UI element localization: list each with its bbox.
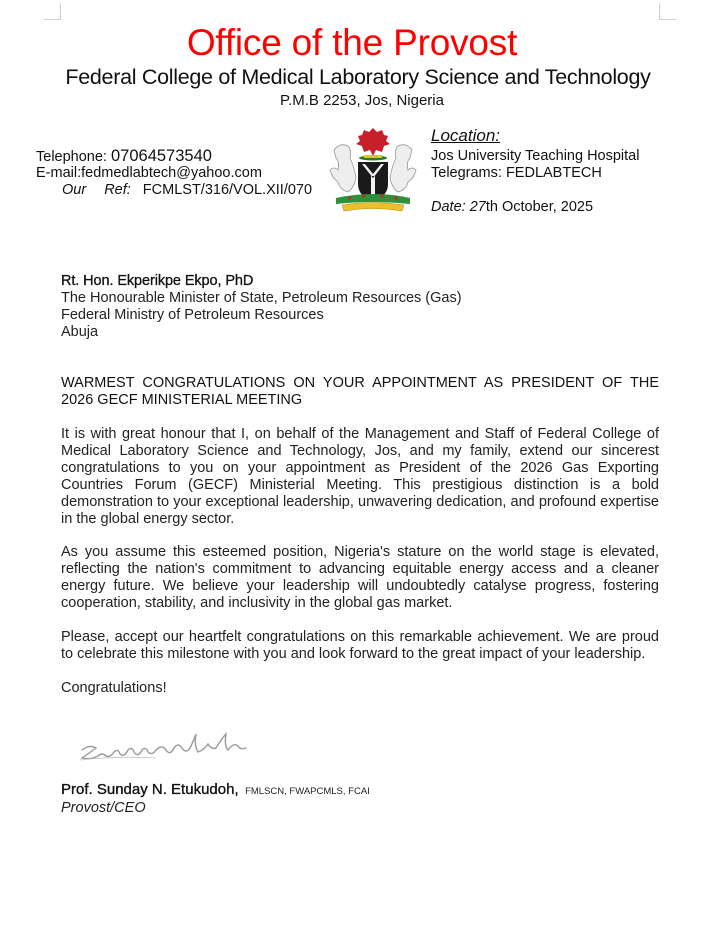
letter-paragraph-2: As you assume this esteemed position, Nigeria's stature on the world stage is elevated, reflecting the nation's commitment to advancing equitable energy access and a cleaner energy future. We believe your leadership will undoubtedly catalyse progress, fostering cooperation, stability, and inclusivity in the global gas market. <box>61 544 659 611</box>
telephone-label: Telephone: <box>36 149 111 165</box>
recipient-name: Rt. Hon. Ekperikpe Ekpo, PhD <box>61 273 254 289</box>
email-line <box>36 165 312 182</box>
letterhead-title: Office of the Provost <box>186 22 518 63</box>
recipient-address-block <box>61 273 462 341</box>
reference-label: Our Ref: <box>62 182 131 198</box>
telephone-line <box>36 148 312 165</box>
signatory-role: Provost/CEO <box>61 800 146 816</box>
recipient-organization: Federal Ministry of Petroleum Resources <box>61 307 324 323</box>
letter-paragraph-1: It is with great honour that I, on behalf of the Management and Staff of Federal College of Medical Laboratory Science and Technology, Jos, and my family, extend our sincerest congratulations to you on your appointment as President of the 2026 Gas Exporting Countries Forum (GECF) Ministerial Meeting. This prestigious distinction is a bold demonstration to your exceptional leadership, unwavering dedication, and profound expertise in the global energy sector. <box>61 426 659 527</box>
date-label: Date: <box>431 199 470 215</box>
email-address: fedmedlabtech@yahoo.com <box>81 165 262 181</box>
reference-line <box>36 182 312 199</box>
recipient-title: The Honourable Minister of State, Petroleum Resources (Gas) <box>61 290 462 306</box>
signature-icon <box>76 728 266 770</box>
reference-number: FCMLST/316/VOL.XII/070 <box>142 182 313 198</box>
telephone-number: 07064573540 <box>110 147 212 165</box>
letter-closing: Congratulations! <box>61 680 167 696</box>
institution-address: P.M.B 2253, Jos, Nigeria <box>280 92 444 109</box>
institution-name: Federal College of Medical Laboratory Science and Technology <box>65 65 651 89</box>
coat-of-arms-icon <box>326 126 420 214</box>
date-rest: th October, 2025 <box>485 199 594 215</box>
signatory-name-line <box>61 780 370 799</box>
email-label: E-mail: <box>36 165 82 181</box>
location-details <box>431 126 639 216</box>
signatory-block <box>61 780 370 818</box>
recipient-city: Abuja <box>61 324 99 340</box>
date-line <box>431 199 639 216</box>
signatory-qualifications: FMLSCN, FWAPCMLS, FCAI <box>245 786 370 797</box>
page-corner-mark-left <box>44 3 61 20</box>
letter-subject: WARMEST CONGRATULATIONS ON YOUR APPOINTMENT AS PRESIDENT OF THE 2026 GECF MINISTERIAL MEETING <box>61 375 659 408</box>
telegrams-line: Telegrams: FEDLABTECH <box>431 165 602 181</box>
page-corner-mark-right <box>659 3 676 20</box>
location-label: Location: <box>431 126 500 145</box>
contact-details <box>36 148 312 199</box>
signatory-name: Prof. Sunday N. Etukudoh, <box>61 781 239 798</box>
location-value: Jos University Teaching Hospital <box>431 148 640 164</box>
letter-paragraph-3: Please, accept our heartfelt congratulations on this remarkable achievement. We are proud to celebrate this milestone with you and look forward to the great impact of your leadership. <box>61 629 659 662</box>
date-day: 27 <box>469 199 486 215</box>
